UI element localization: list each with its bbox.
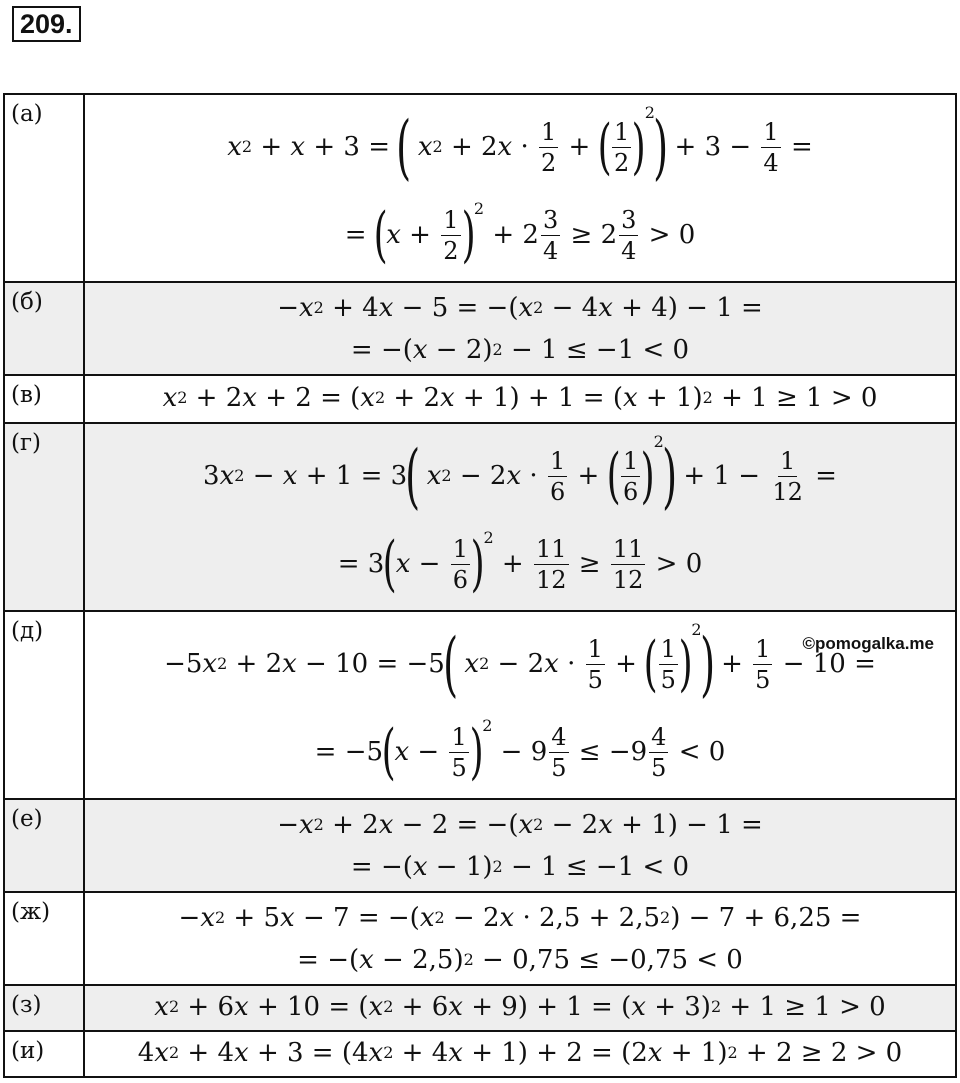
row-label: (и)	[4, 1031, 84, 1077]
math-line: = −5 ( x − $\frac{1}{5}$ ) 2 − 9 $\frac{4}{5}$ ≤ −9 $\frac{4}{5}$ < 0	[314, 716, 726, 787]
row-label: (б)	[4, 282, 84, 375]
problem-number: 209.	[12, 6, 81, 42]
row-math	[84, 282, 956, 375]
math-line: 3 x 2 − x + 1 = 3 ( x 2 − 2 x · $\frac{1}{6}$ + ( $\frac{1}{6}$ ) 2 ) + 1 − $\frac{1}{12}$ =	[203, 432, 837, 517]
math-line: x 2 + x + 3 = ( x 2 + 2 x · $\frac{1}{2}$ + ( $\frac{1}{2}$ ) 2 ) + 3 − $\frac{1}{4}$ =	[227, 103, 813, 188]
table-row	[4, 892, 956, 985]
row-math	[84, 985, 956, 1031]
row-label: (г)	[4, 423, 84, 611]
math-line: = −( x − 2) 2 − 1 ≤ −1 < 0	[350, 335, 690, 365]
watermark: ©pomogalka.me	[802, 634, 934, 653]
solution-table	[3, 93, 957, 1078]
math-line: = ( x + $\frac{1}{2}$ ) 2 + 2 $\frac{3}{4}$ ≥ 2 $\frac{3}{4}$ > 0	[344, 199, 696, 270]
row-label: (д)	[4, 611, 84, 799]
math-line: − x 2 + 5 x − 7 = −( x 2 − 2 x · 2,5 + 2,5 2 ) − 7 + 6,25 =	[178, 903, 862, 933]
math-line: − x 2 + 2 x − 2 = −( x 2 − 2 x + 1) − 1 =	[277, 810, 763, 840]
table-row	[4, 423, 956, 611]
row-label: (з)	[4, 985, 84, 1031]
math-line: x 2 + 2 x + 2 = ( x 2 + 2 x + 1) + 1 = ( x + 1) 2 + 1 ≥ 1 > 0	[162, 383, 878, 413]
row-label: (ж)	[4, 892, 84, 985]
math-line: 4 x 2 + 4 x + 3 = (4 x 2 + 4 x + 1) + 2 = (2 x + 1) 2 + 2 ≥ 2 > 0	[137, 1038, 903, 1068]
math-line: = −( x − 1) 2 − 1 ≤ −1 < 0	[350, 852, 690, 882]
table-row	[4, 799, 956, 892]
row-label: (в)	[4, 375, 84, 423]
math-line: = 3 ( x − $\frac{1}{6}$ ) 2 + $\frac{11}{12}$ ≥ $\frac{11}{12}$ > 0	[337, 528, 703, 599]
row-math	[84, 94, 956, 282]
table-row	[4, 1031, 956, 1077]
row-math	[84, 892, 956, 985]
table-row	[4, 375, 956, 423]
math-line: = −( x − 2,5) 2 − 0,75 ≤ −0,75 < 0	[297, 945, 743, 975]
row-math	[84, 799, 956, 892]
math-line: −5 x 2 + 2 x − 10 = −5 ( x 2 − 2 x · $\frac{1}{5}$ + ( $\frac{1}{5}$ ) 2 ) + $\frac{1}{5}$ − 10 =	[164, 620, 876, 705]
row-label: (е)	[4, 799, 84, 892]
row-label: (а)	[4, 94, 84, 282]
row-math	[84, 375, 956, 423]
table-row	[4, 985, 956, 1031]
row-math	[84, 1031, 956, 1077]
table-row	[4, 94, 956, 282]
table-row	[4, 282, 956, 375]
math-line: x 2 + 6 x + 10 = ( x 2 + 6 x + 9) + 1 = ( x + 3) 2 + 1 ≥ 1 > 0	[154, 992, 886, 1022]
math-line: − x 2 + 4 x − 5 = −( x 2 − 4 x + 4) − 1 =	[277, 293, 763, 323]
row-math	[84, 423, 956, 611]
